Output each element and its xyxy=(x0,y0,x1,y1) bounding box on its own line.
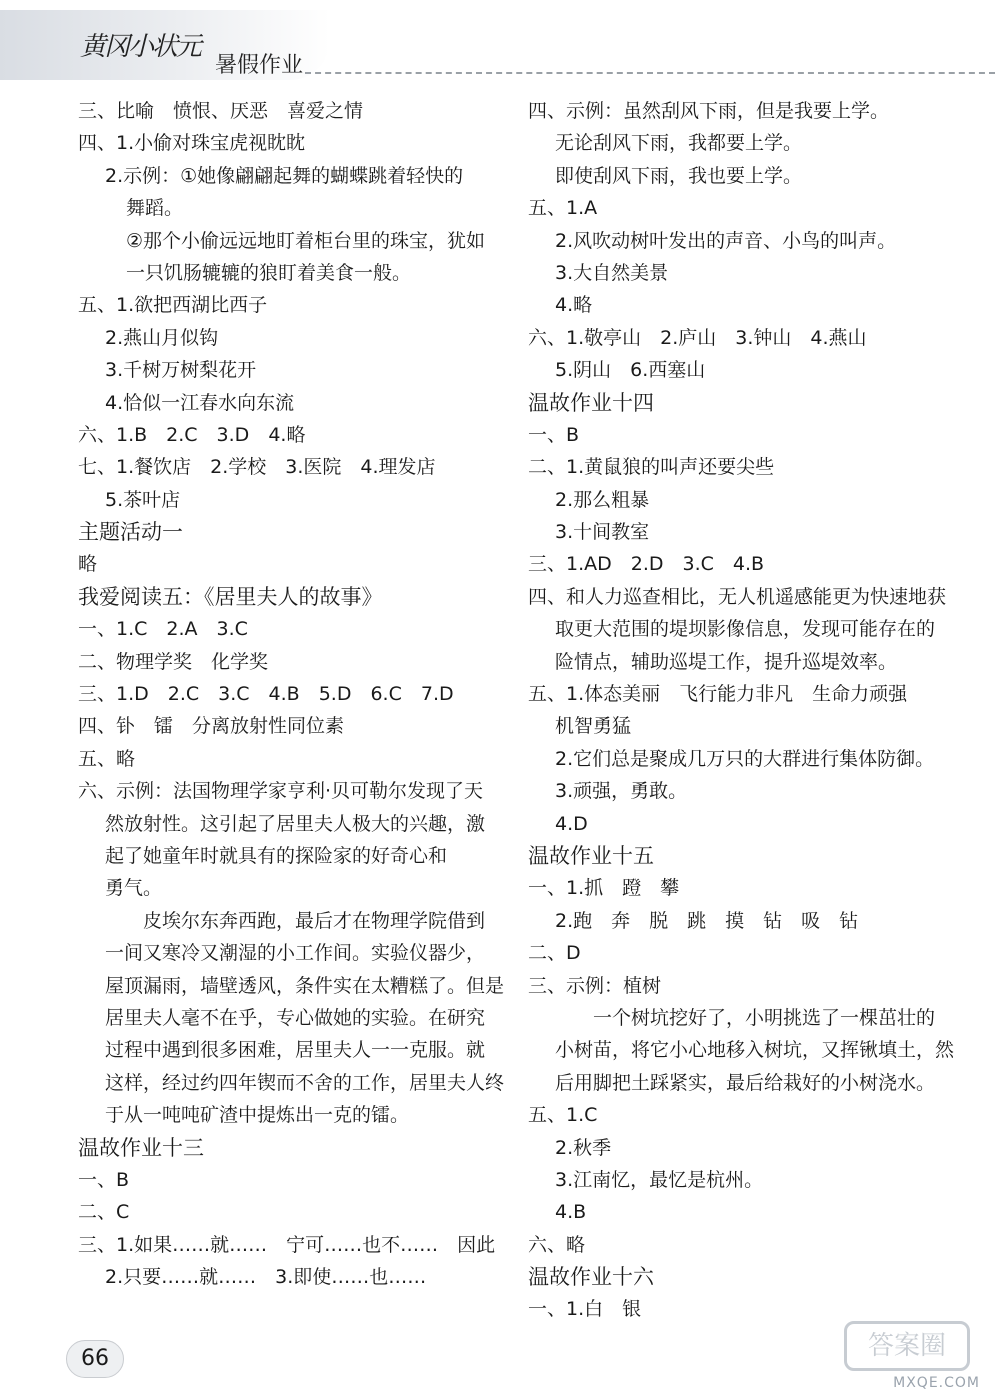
answer-line: 一个树坑挖好了，小明挑选了一棵茁壮的 xyxy=(555,1006,936,1029)
answer-line: 舞蹈。 xyxy=(126,197,184,220)
answer-line: 这样，经过约四年锲而不舍的工作，居里夫人终 xyxy=(105,1071,505,1094)
answer-line: 二、1.黄鼠狼的叫声还要尖些 xyxy=(528,456,775,479)
left-answer-column xyxy=(78,95,508,1293)
watermark-badge: 答案圈 xyxy=(844,1321,970,1371)
answer-line: 2.风吹动树叶发出的声音、小鸟的叫声。 xyxy=(555,229,897,252)
answer-line: 一、B xyxy=(528,423,580,446)
answer-line: 无论刮风下雨，我都要上学。 xyxy=(555,132,803,155)
answer-line: 四、和人力巡查相比，无人机遥感能更为快速地获 xyxy=(528,585,947,608)
section-heading: 温故作业十四 xyxy=(528,390,654,415)
answer-line: 一、1.C 2.A 3.C xyxy=(78,618,248,641)
answer-line: 七、1.餐饮店 2.学校 3.医院 4.理发店 xyxy=(78,456,436,479)
answer-line: 三、示例：植树 xyxy=(528,974,662,997)
answer-line: 一、1.白 银 xyxy=(528,1298,642,1321)
answer-line: 三、1.D 2.C 3.C 4.B 5.D 6.C 7.D xyxy=(78,683,454,706)
answer-line: 机智勇猛 xyxy=(555,715,632,738)
answer-line: 5.阴山 6.西塞山 xyxy=(555,359,706,382)
answer-line: 二、C xyxy=(78,1201,130,1224)
answer-line: 2.秋季 xyxy=(555,1136,612,1159)
answer-line: 3.顽强，勇敢。 xyxy=(555,780,688,803)
answer-line: 四、钋 镭 分离放射性同位素 xyxy=(78,715,345,738)
answer-line: 2.跑 奔 脱 跳 摸 钻 吸 钻 xyxy=(555,909,859,932)
answer-line: 二、D xyxy=(528,942,581,965)
answer-line: 略 xyxy=(78,553,98,576)
answer-line: 六、略 xyxy=(528,1233,586,1256)
answer-line: 一、B xyxy=(78,1168,130,1191)
answer-line: 五、1.C xyxy=(528,1104,598,1127)
answer-line: 二、物理学奖 化学奖 xyxy=(78,650,269,673)
answer-line: 然放射性。这引起了居里夫人极大的兴趣，激 xyxy=(105,812,486,835)
right-answer-column xyxy=(528,95,955,1326)
answer-line: 四、示例：虽然刮风下雨，但是我要上学。 xyxy=(528,100,890,122)
answer-line: 4.B xyxy=(555,1201,587,1224)
answer-line: 皮埃尔东奔西跑，最后才在物理学院借到 xyxy=(105,909,486,932)
answer-line: ②那个小偷远远地盯着柜台里的珠宝，犹如 xyxy=(126,229,486,252)
answer-line: 五、1.欲把西湖比西子 xyxy=(78,294,268,317)
answer-line: 勇气。 xyxy=(105,877,163,900)
answer-line: 2.示例：①她像翩翩起舞的蝴蝶跳着轻快的 xyxy=(105,164,464,187)
answer-line: 2.那么粗暴 xyxy=(555,488,650,511)
header-divider xyxy=(305,72,995,74)
answer-line: 一只饥肠辘辘的狼盯着美食一般。 xyxy=(126,261,412,284)
header-title: 暑假作业 xyxy=(215,53,304,78)
answer-line: 居里夫人毫不在乎，专心做她的实验。在研究 xyxy=(105,1006,486,1029)
section-heading: 温故作业十五 xyxy=(528,843,654,868)
answer-line: 三、1.AD 2.D 3.C 4.B xyxy=(528,553,765,576)
answer-line: 屋顶漏雨，墙壁透风，条件实在太糟糕了。但是 xyxy=(105,974,505,997)
answer-line: 3.大自然美景 xyxy=(555,261,669,284)
answer-line: 五、1.体态美丽 飞行能力非凡 生命力顽强 xyxy=(528,683,908,706)
page-header xyxy=(0,0,1000,88)
answer-line: 五、1.A xyxy=(528,197,598,220)
answer-line: 三、1.如果……就…… 宁可……也不…… 因此 xyxy=(78,1233,496,1256)
section-heading: 温故作业十三 xyxy=(78,1135,204,1160)
answer-line: 2.燕山月似钩 xyxy=(105,326,219,349)
answer-line: 四、1.小偷对珠宝虎视眈眈 xyxy=(78,132,306,155)
answer-line: 一间又寒冷又潮湿的小工作间。实验仪器少， xyxy=(105,942,486,965)
answer-line: 取更大范围的堤坝影像信息，发现可能存在的 xyxy=(555,618,936,641)
answer-line: 4.恰似一江春水向东流 xyxy=(105,391,295,414)
answer-line: 3.十间教室 xyxy=(555,521,650,544)
answer-line: 三、比喻 愤恨、厌恶 喜爱之情 xyxy=(78,100,364,122)
answer-line: 3.江南忆，最忆是杭州。 xyxy=(555,1168,764,1191)
answer-line: 六、1.敬亭山 2.庐山 3.钟山 4.燕山 xyxy=(528,326,867,349)
watermark xyxy=(830,1321,980,1391)
answer-line: 一、1.抓 蹬 攀 xyxy=(528,877,680,900)
answer-line: 小树苗，将它小心地移入树坑，又挥锹填土，然 xyxy=(555,1039,955,1062)
page-number: 66 xyxy=(66,1340,124,1378)
answer-line: 五、略 xyxy=(78,747,136,770)
answer-line: 后用脚把土踩紧实，最后给栽好的小树浇水。 xyxy=(555,1071,936,1094)
answer-line: 3.千树万树梨花开 xyxy=(105,359,257,382)
answer-line: 4.略 xyxy=(555,294,593,317)
answer-line: 六、示例：法国物理学家亨利·贝可勒尔发现了天 xyxy=(78,780,484,803)
answer-line: 5.茶叶店 xyxy=(105,488,181,511)
answer-line: 即使刮风下雨，我也要上学。 xyxy=(555,164,803,187)
answer-line: 于从一吨吨矿渣中提炼出一克的镭。 xyxy=(105,1104,410,1127)
answer-line: 起了她童年时就具有的探险家的好奇心和 xyxy=(105,844,448,867)
answer-line: 过程中遇到很多困难，居里夫人一一克服。就 xyxy=(105,1039,486,1062)
series-logo: 黄冈小状元 xyxy=(80,32,201,62)
answer-line: 2.它们总是聚成几万只的大群进行集体防御。 xyxy=(555,747,935,770)
section-heading: 主题活动一 xyxy=(78,520,183,545)
answer-line: 险情点，辅助巡堤工作，提升巡堤效率。 xyxy=(555,650,898,673)
answer-line: 4.D xyxy=(555,812,588,835)
answer-line: 六、1.B 2.C 3.D 4.略 xyxy=(78,423,306,446)
section-heading: 我爱阅读五：《居里夫人的故事》 xyxy=(78,584,383,609)
section-heading: 温故作业十六 xyxy=(528,1265,654,1290)
answer-line: 2.只要……就…… 3.即使……也…… xyxy=(105,1266,427,1289)
watermark-url: MXQE.COM xyxy=(893,1375,980,1391)
